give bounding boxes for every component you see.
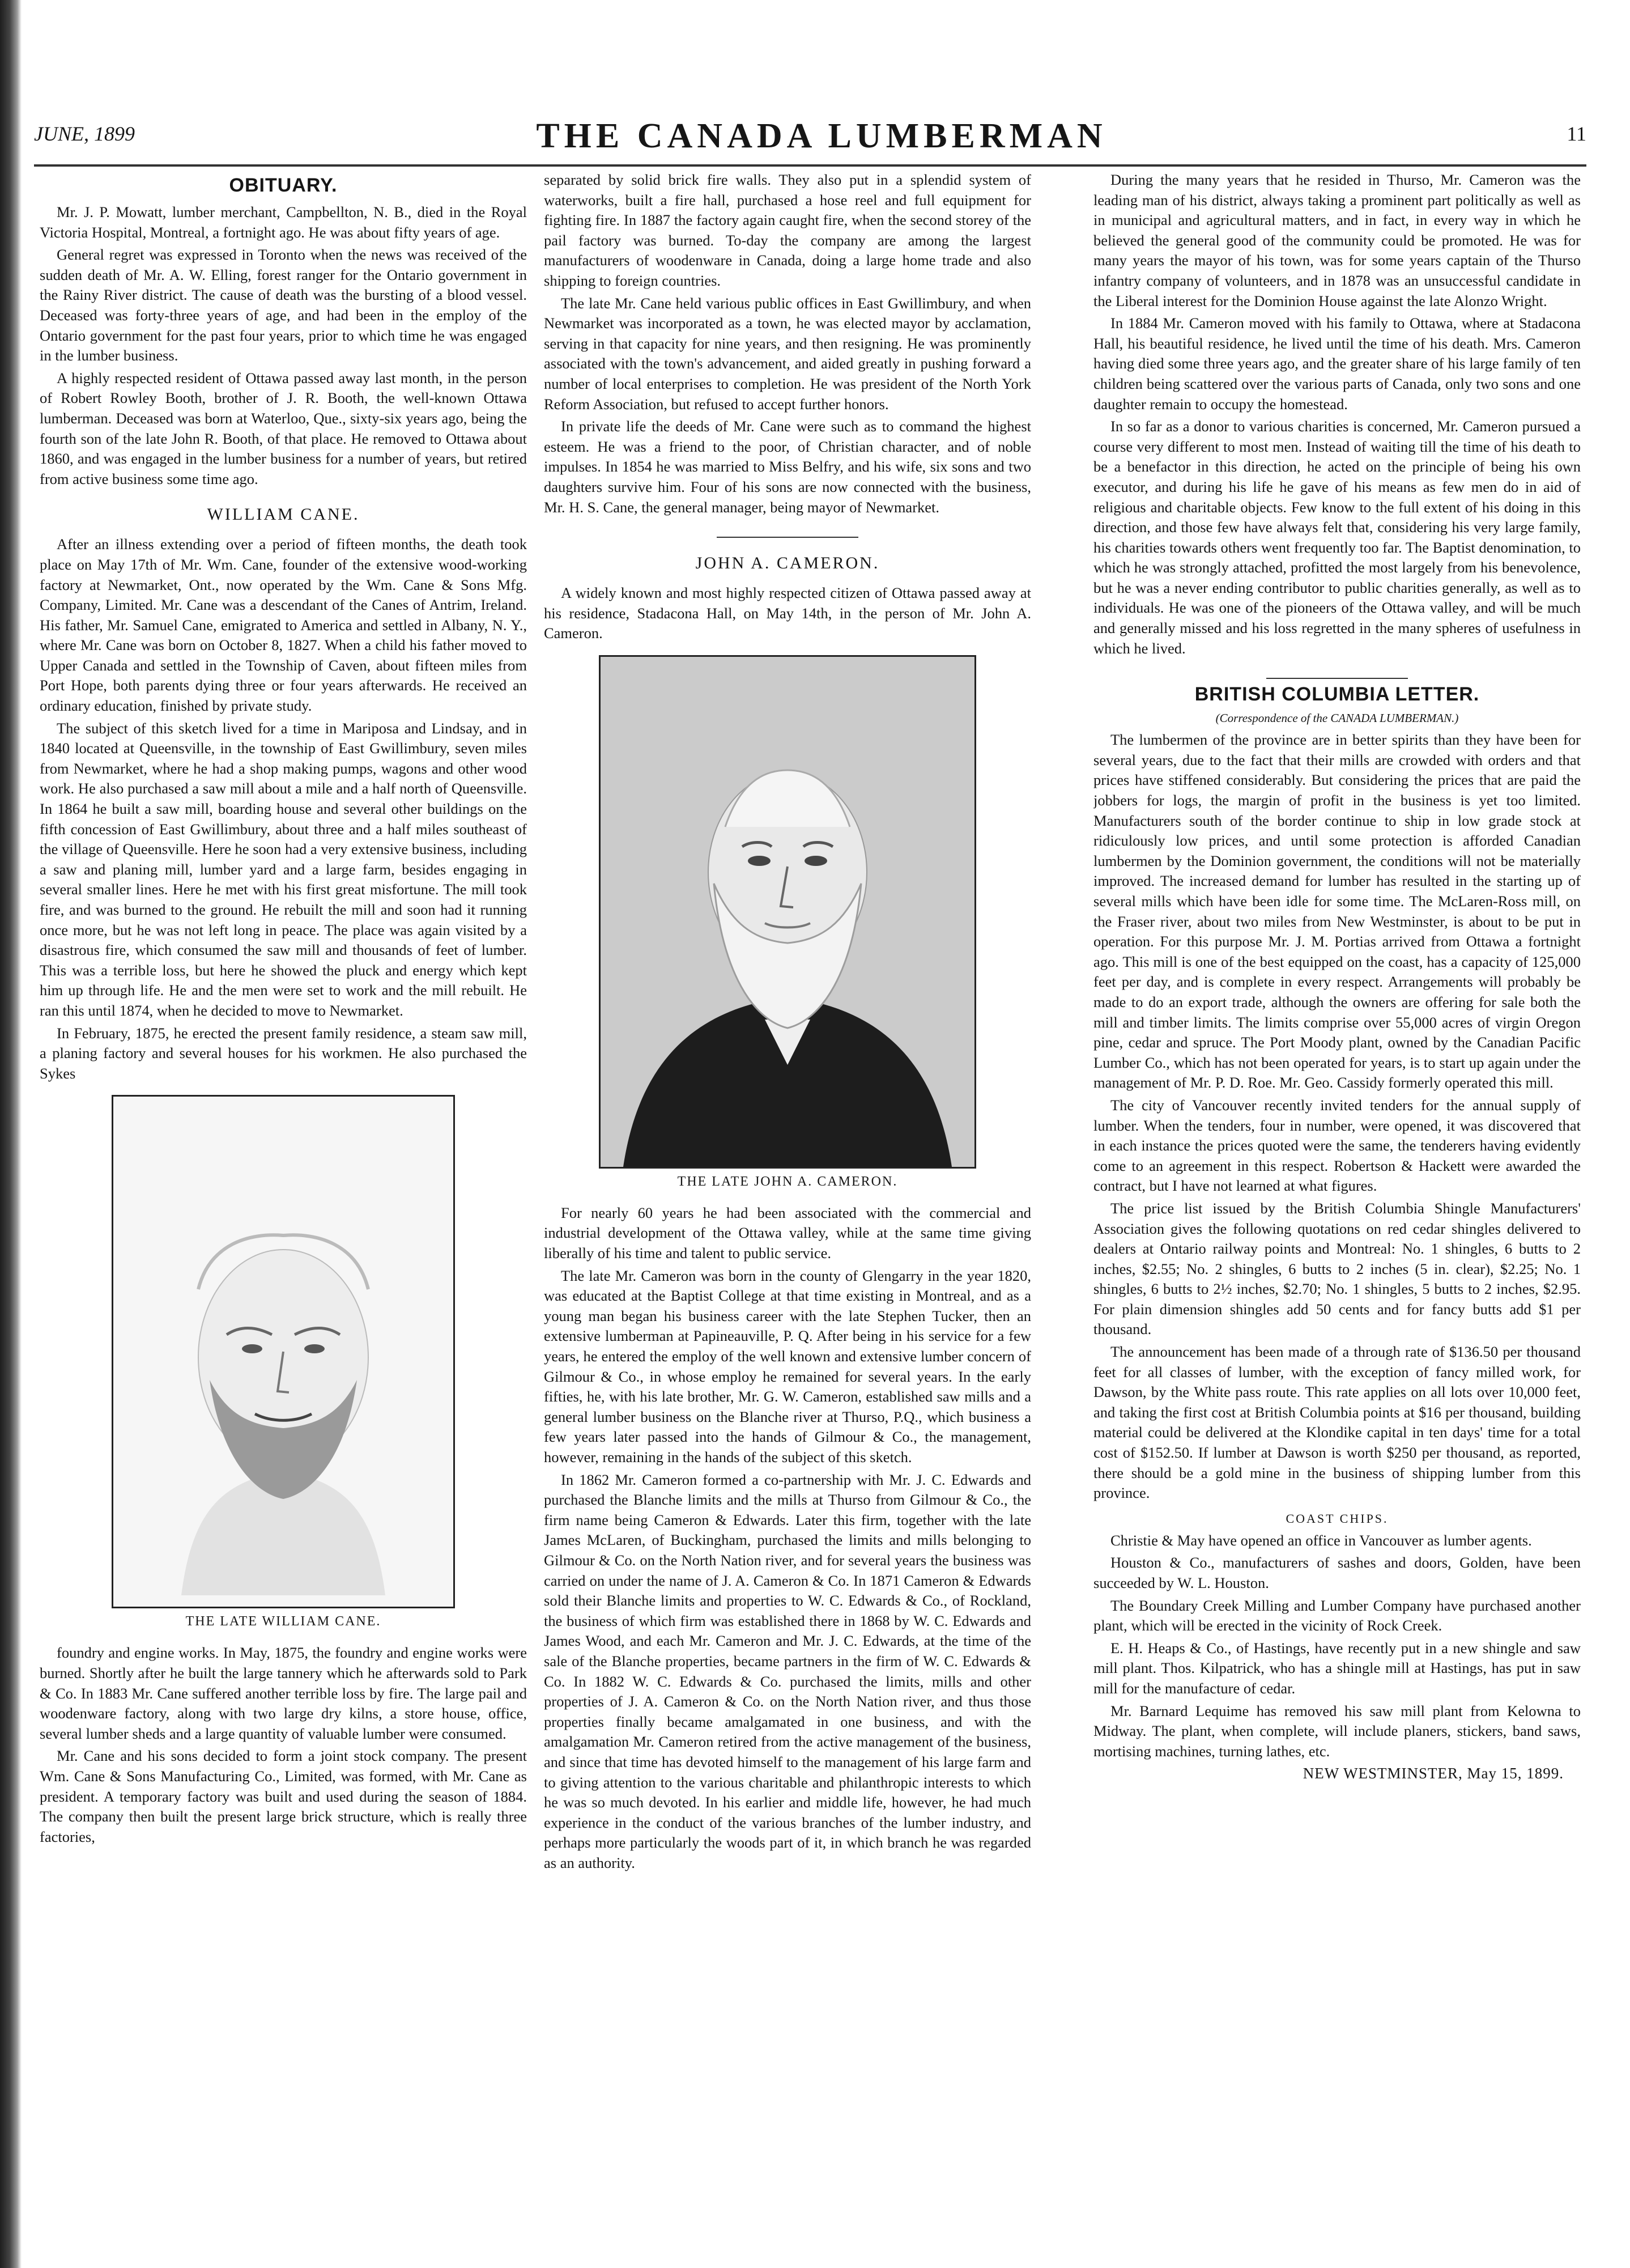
article-paragraph: A widely known and most highly respected citizen of Ottawa passed away at his residence, Stadacona Hall, on May 14th, in the person of Mr. John A. Cameron. — [544, 584, 1031, 642]
article-paragraph: The late Mr. Cameron was born in the county of Glengarry in the year 1820, was educated at the Baptist College at that time existing in Montreal, and as a young man began his business career with the late Stephen Tucker, then an extensive lumberman at Papineauville, P. Q. After being in his service for a few years, he entered the employ of the well known and extensive lumber concern of Gilmour & Co., in whose employ he remained for several years. In the early fifties, he, with his late brother, Mr. G. W. Cameron, established saw mills and a general lumber business on the Blanche river at Thurso, P.Q., which business a few years later passed into the hands of Gilmour & Co., the management, however, remaining in the hands of the subject of this sketch. — [544, 1267, 1031, 1466]
bc-letter-heading: BRITISH COLUMBIA LETTER. — [1194, 683, 1480, 706]
caption-william-cane: THE LATE WILLIAM CANE. — [185, 1614, 381, 1629]
masthead-title: THE CANADA LUMBERMAN — [536, 117, 1107, 155]
coast-chip-item: Houston & Co., manufacturers of sashes and doors, Golden, have been succeeded by W. L. Houston. — [1093, 1554, 1581, 1591]
article-paragraph: In so far as a donor to various charities is concerned, Mr. Cameron pursued a course very different to most men. Instead of waiting till the time of his death to be a benefactor in this direction, he acted on the principle of being his own executor, and during his life he gave of his means as few men do in aid of religious and charitable objects. Few know to the full extent of his doing in this direction, and those few have always felt that, considering his very large family, his charities towards others went frequently too far. The Baptist denomination, to which he was strongly attached, profitted the most largely from his benevolence, but he was a never ending contributor to public charities generally, as well as to individuals. He was one of the pioneers of the Ottawa valley, and will be much and generally missed and his loss regretted in the many spheres of usefulness in which he lived. — [1093, 418, 1581, 657]
caption-john-cameron: THE LATE JOHN A. CAMERON. — [677, 1174, 898, 1189]
article-paragraph: The city of Vancouver recently invited tenders for the annual supply of lumber. When the tenders, four in number, were opened, it was discovered that in each instance the prices quoted were the same, the tenderers having evidently come to an agreement in this respect. Robertson & Hackett were awarded the contract, but I have not learned at what figures. — [1093, 1096, 1581, 1195]
article-paragraph: After an illness extending over a period of fifteen months, the death took place on May 17th of Mr. Wm. Cane, founder of the extensive wood-working factory at Newmarket, Ont., now operated by the Wm. Cane & Sons Mfg. Company, Limited. Mr. Cane was a descendant of the Canes of Antrim, Ireland. His father, Mr. Samuel Cane, emigrated to America and settled in Albany, N. Y., where Mr. Cane was born on October 8, 1827. When a child his father moved to Upper Canada and settled in the Township of Caven, about fifteen miles from Port Hope, both parents dying three or four years afterwards. He received an ordinary education, finished by private study. — [40, 536, 527, 715]
portrait-john-cameron — [599, 655, 976, 1169]
page-header — [34, 116, 1609, 156]
letter-signature: NEW WESTMINSTER, May 15, 1899. — [1303, 1765, 1564, 1782]
portrait-william-cane — [112, 1095, 455, 1608]
obituary-paragraph: General regret was expressed in Toronto when the news was received of the sudden death of Mr. A. W. Elling, forest ranger for the Ontario government in the Rainy River district. The cause of death was the bursting of a blood vessel. Deceased was forty-three years of age, and had been in the employ of the Ontario government for the past four years, prior to which time he was engaged in the lumber business. — [40, 246, 527, 364]
column-3 — [1093, 170, 1581, 2233]
william-cane-heading: WILLIAM CANE. — [207, 505, 360, 524]
article-paragraph: In 1862 Mr. Cameron formed a co-partnership with Mr. J. C. Edwards and purchased the Blanche limits and the mills at Thurso from Gilmour & Co., the firm name being Cameron & Edwards. Later this firm, together with the late James McLaren, of Buckingham, purchased the limits and mills belonging to Gilmour & Co. on the North Nation river, and for several years the business was carried on under the name of J. A. Cameron & Co. In 1871 Cameron & Edwards sold their Blanche limits and properties to W. C. Edwards & Co., of Rockland, the business of which firm was established there in 1868 by W. C. Edwards and James Wood, and each Mr. Cameron and Mr. J. C. Edwards, at the time of the sale of the Blanche properties, became partners in the firm of W. C. Edwards & Co. In 1882 W. C. Edwards & Co. purchased the limits, mills and other properties of J. A. Cameron & Co. on the North Nation river, and thus those properties finally became amalgamated in one business, and with the amalgamation Mr. Cameron retired from the active management of the business, and since that time has devoted himself to the management of his large farm and to giving attention to the various charitable and philanthropic interests to which he was so much devoted. In his earlier and middle life, however, he had much experience in the conduct of the various branches of the lumber industry, and perhaps more particularly the woods part of it, in which branch he was regarded as an authority. — [544, 1471, 1031, 1871]
article-paragraph: The lumbermen of the province are in better spirits than they have been for several years, due to the fact that their mills are crowded with orders and that prices have stiffened considerably. But considering the prices that are paid the jobbers for logs, the margin of profit in the business is yet too limited. Manufacturers south of the border continue to ship in low grade stock at ridiculously low prices, and until some protection is afforded Canadian lumbermen by the Dominion government, the conditions will not be materially improved. The increased demand for lumber has resulted in the starting up of several mills which have been idle for some time. The McLaren-Ross mill, on the Fraser river, about two miles from New Westminster, is about to be put in operation. For this purpose Mr. J. M. Portias arrived from Ottawa a fortnight ago. This mill is one of the best equipped on the coast, has a capacity of 125,000 feet per day, and is complete in every respect. Arrangements will probably be made to do an export trade, although the owners are offering for sale both the mill and timber limits. The limits comprise over 55,000 acres of virgin Oregon pine, cedar and spruce. The Port Moody plant, owned by the Canadian Pacific Lumber Co., which has not been operated for years, is to start up again under the management of Mr. P. D. Roe. Mr. Geo. Cassidy formerly operated this mill. — [1093, 731, 1581, 1091]
bc-letter-subheading: (Correspondence of the CANADA LUMBERMAN.) — [1215, 711, 1459, 725]
obituary-paragraph: Mr. J. P. Mowatt, lumber merchant, Campbellton, N. B., died in the Royal Victoria Hospital, Montreal, a fortnight ago. He was about fifty years of age. — [40, 203, 527, 241]
page-number: 11 — [1567, 122, 1586, 145]
coast-chips-heading: COAST CHIPS. — [1286, 1511, 1389, 1526]
section-divider — [1266, 678, 1408, 679]
article-paragraph: separated by solid brick fire walls. They also put in a splendid system of waterworks, built a fire hall, purchased a hose reel and full equipment for fighting fire. In 1887 the factory again caught fire, when the second storey of the pail factory was burned. To-day the company are among the largest manufacturers of woodenware in Canada, doing a large home trade and also shipping to foreign countries. — [544, 171, 1031, 289]
article-paragraph: For nearly 60 years he had been associated with the commercial and industrial development of the Ottawa valley, while at the same time giving liberally of his time and talent to public service. — [544, 1204, 1031, 1262]
article-paragraph: Mr. Cane and his sons decided to form a joint stock company. The present Wm. Cane & Sons Manufacturing Co., Limited, was formed, with Mr. Cane as president. A temporary factory was built and used during the season of 1884. The company then built the present large brick structure, which is really three factories, — [40, 1747, 527, 1845]
article-paragraph: In 1884 Mr. Cameron moved with his family to Ottawa, where at Stadacona Hall, his beautiful residence, he lived until the time of his death. Mrs. Cameron having died some three years ago, and the greater share of his large family of ten children being scattered over the various parts of Canada, only two sons and one daughter remain to occupy the homestead. — [1093, 315, 1581, 413]
coast-chip-item: Mr. Barnard Lequime has removed his saw mill plant from Kelowna to Midway. The plant, when complete, will include planers, stickers, band saws, mortising machines, turning lathes, etc. — [1093, 1702, 1581, 1760]
obituary-paragraph: A highly respected resident of Ottawa passed away last month, in the person of Robert Rowley Booth, brother of J. R. Booth, the well-known Ottawa lumberman. Deceased was born at Waterloo, Que., sixty-six years ago, being the fourth son of the late John R. Booth, of that place. He removed to Ottawa about 1860, and was engaged in the lumber business for a number of years, but retired from active business some time ago. — [40, 369, 527, 487]
article-paragraph: The subject of this sketch lived for a time in Mariposa and Lindsay, and in 1840 located at Queensville, in the township of East Gwillimbury, seven miles from Newmarket, where he had a shop making pumps, wagons and other wood work. He also purchased a saw mill about a mile and a half north of Queensville. In 1864 he built a saw mill, boarding house and several other buildings on the fifth concession of East Gwillimbury, about three and a half miles southeast of the village of Queensville. Here he soon had a very extensive business, including a saw and planing mill, lumber yard and a large farm, besides engaging in several smaller lines. Here he met with his first great misfortune. The mill took fire, and was burned to the ground. He rebuilt the mill and soon had it running once more, but he was not left long in peace. The place was again visited by a disastrous fire, which consumed the saw mill and thousands of feet of lumber. This was a terrible loss, but here he showed the pluck and energy which kept him up through life. He and the men were set to work and the mill rebuilt. He ran this until 1874, when he decided to move to Newmarket. — [40, 719, 527, 1019]
article-paragraph: The late Mr. Cane held various public offices in East Gwillimbury, and when Newmarket was incorporated as a town, he was elected mayor by acclamation, serving in that capacity for nine years, and then resigning. He was prominently associated with the town's advancement, and aided greatly in pushing forward a number of local enterprises to completion. He was president of the North York Reform Association, but refused to accept further honors. — [544, 294, 1031, 413]
section-divider — [717, 537, 858, 538]
column-1 — [40, 170, 527, 2233]
article-paragraph: foundry and engine works. In May, 1875, the foundry and engine works were burned. Shortly after he built the large tannery which he afterwards sold to Park & Co. In 1883 Mr. Cane suffered another terrible loss by fire. The large pail and woodenware factory, along with two large dry kilns, a store house, office, several lumber sheds and a large quantity of valuable lumber were consumed. — [40, 1644, 527, 1742]
article-paragraph: The price list issued by the British Columbia Shingle Manufacturers' Association gives the following quotations on red cedar shingles delivered to dealers at Ontario railway points and Montreal: No. 1 shingles, 6 butts to 2 inches, $2.55; No. 2 shingles, 6 butts to 2 inches (5 in. clear), $2.25; No. 1 shingles, 6 butts to 2½ inches, $2.70; No. 1 shingles, 5 butts to 2 inches, $2.95. For plain dimension shingles add 50 cents and for fancy butts add $1 per thousand. — [1093, 1199, 1581, 1338]
portrait-william-cane-image — [113, 1097, 453, 1607]
column-2 — [544, 170, 1031, 2233]
article-paragraph: In February, 1875, he erected the present family residence, a steam saw mill, a planing factory and several houses for his workmen. He also purchased the Sykes — [40, 1024, 527, 1082]
obituary-heading: OBITUARY. — [229, 175, 338, 196]
header-rule — [34, 164, 1586, 167]
article-paragraph: During the many years that he resided in Thurso, Mr. Cameron was the leading man of his district, always taking a prominent part politically as well as in municipal and agricultural matters, and in fact, in every way in which he believed the general good of the community could be promoted. He was for many years the mayor of his town, was for some years captain of the Thurso infantry company of volunteers, and in 1878 was an unsuccessful candidate in the Liberal interest for the Dominion House against the late Alonzo Wright. — [1093, 171, 1581, 309]
article-paragraph: The announcement has been made of a through rate of $136.50 per thousand feet for all classes of lumber, with the exception of fancy milled work, for Dawson, by the White pass route. This rate applies on all lots over 10,000 feet, and taking the first cost at British Columbia points at $16 per thousand, building material could be delivered at the Klondike capital in ten days' time for a total cost of $152.50. If lumber at Dawson is worth $250 per thousand, as reported, there should be a gold mine in the business of shipping lumber from this province. — [1093, 1343, 1581, 1502]
article-paragraph: In private life the deeds of Mr. Cane were such as to command the highest esteem. He was a friend to the poor, of Christian character, and of noble impulses. In 1854 he was married to Miss Belfry, and his wife, six sons and two daughters survive him. Four of his sons are now connected with the business, Mr. H. S. Cane, the general manager, being mayor of Newmarket. — [544, 418, 1031, 516]
coast-chip-item: The Boundary Creek Milling and Lumber Company have purchased another plant, which will be erected in the vicinity of Rock Creek. — [1093, 1596, 1581, 1634]
issue-date: JUNE, 1899 — [34, 122, 135, 145]
binding-spine — [0, 0, 22, 2268]
coast-chip-item: Christie & May have opened an office in Vancouver as lumber agents. — [1110, 1531, 1532, 1549]
portrait-john-cameron-image — [601, 657, 974, 1167]
coast-chip-item: E. H. Heaps & Co., of Hastings, have recently put in a new shingle and saw mill plant. Thos. Kilpatrick, who has a shingle mill at Hastings, has put in saw mill for the manufacture of cedar. — [1093, 1639, 1581, 1697]
john-cameron-heading: JOHN A. CAMERON. — [695, 554, 880, 573]
